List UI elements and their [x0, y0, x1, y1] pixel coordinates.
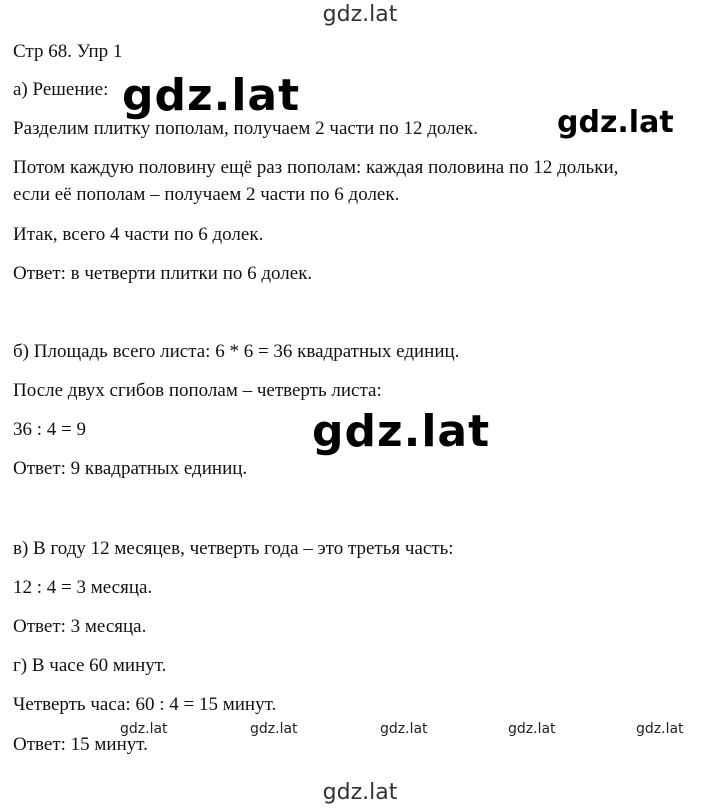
text-line: если её пополам – получаем 2 части по 6 долек.	[13, 184, 400, 205]
text-line: Разделим плитку пополам, получаем 2 части по 12 долек.	[13, 118, 479, 139]
equation: 36 : 4 = 9	[13, 419, 86, 440]
answer-g: Ответ: 15 минут.	[13, 734, 148, 755]
section-b-heading: б) Площадь всего листа: 6 * 6 = 36 квадратных единиц.	[13, 341, 460, 362]
page-header: Стр 68. Упр 1	[13, 41, 123, 62]
equation: Четверть часа: 60 : 4 = 15 минут.	[13, 694, 277, 715]
watermark-small: gdz.lat	[380, 721, 428, 737]
watermark-small: gdz.lat	[120, 721, 168, 737]
answer-v: Ответ: 3 месяца.	[13, 616, 147, 637]
watermark-medium: gdz.lat	[557, 105, 674, 140]
watermark-small: gdz.lat	[250, 721, 298, 737]
equation: 12 : 4 = 3 месяца.	[13, 577, 153, 598]
section-v-heading: в) В году 12 месяцев, четверть года – это третья часть:	[13, 538, 454, 559]
section-a-heading: а) Решение:	[13, 79, 109, 100]
text-line: После двух сгибов пополам – четверть листа:	[13, 380, 382, 401]
watermark-small: gdz.lat	[636, 721, 684, 737]
watermark-small: gdz.lat	[508, 721, 556, 737]
answer-a: Ответ: в четверти плитки по 6 долек.	[13, 263, 313, 284]
watermark-large: gdz.lat	[122, 70, 301, 121]
text-line: Итак, всего 4 части по 6 долек.	[13, 224, 264, 245]
watermark-bottom: gdz.lat	[322, 780, 398, 805]
text-line: Потом каждую половину ещё раз пополам: каждая половина по 12 дольки,	[13, 157, 619, 178]
watermark-top: gdz.lat	[322, 2, 398, 27]
answer-b: Ответ: 9 квадратных единиц.	[13, 458, 248, 479]
watermark-large: gdz.lat	[312, 406, 491, 457]
section-g-heading: г) В часе 60 минут.	[13, 655, 167, 676]
